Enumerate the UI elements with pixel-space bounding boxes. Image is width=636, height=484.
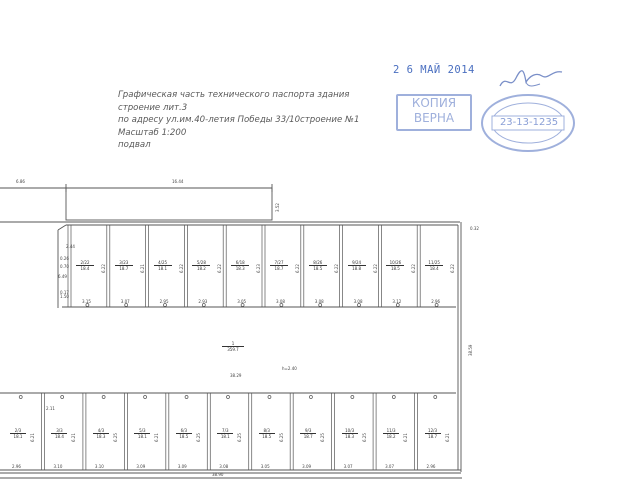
bottom-room-label <box>425 428 441 439</box>
room-area: 18.5 <box>313 266 323 271</box>
room-area: 18.3 <box>235 266 245 271</box>
bottom-room-label <box>342 428 358 439</box>
bottom-room-label <box>176 428 192 439</box>
top-room-depth: 6.22 <box>411 264 417 273</box>
room-number: 8/26 <box>309 260 327 266</box>
room-area: 18.4 <box>80 266 90 271</box>
bottom-room-label <box>10 428 26 439</box>
door-mark <box>351 396 354 399</box>
top-room-width: 3.05 <box>237 299 247 304</box>
room-number: 7/27 <box>270 260 288 266</box>
door-mark <box>434 396 437 399</box>
top-room-label <box>386 260 404 271</box>
dim-right-side: 38.59 <box>468 344 473 356</box>
bottom-room-width: 3.05 <box>260 464 270 469</box>
room-area: 18.1 <box>13 434 23 439</box>
dim-top-left: 6.86 <box>16 179 25 184</box>
top-room-depth: 6.22 <box>101 264 106 273</box>
room-area: 18.5 <box>179 434 189 439</box>
corridor-room-area: 359.7 <box>227 347 239 352</box>
bottom-room-width: 3.09 <box>177 464 187 469</box>
caption-line-scale: Масштаб 1:200 <box>118 127 187 138</box>
bottom-room-width: 3.10 <box>94 464 104 469</box>
room-area: 18.3 <box>345 434 355 439</box>
room-number: 11/25 <box>425 260 443 266</box>
seal-code: 23-13-1235 <box>499 117 559 128</box>
top-room-depth: 6.22 <box>178 264 184 273</box>
top-room-label <box>115 260 133 271</box>
caption-line-floor: подвал <box>118 140 151 150</box>
bottom-room-width: 3.07 <box>343 464 353 469</box>
room-number: 4/3 <box>93 428 109 434</box>
floor-plan <box>0 160 636 480</box>
misc-dimension: 0.17 <box>60 290 69 295</box>
stamp-true-word: ВЕРНА <box>413 111 455 125</box>
room-area: 18.8 <box>352 266 362 271</box>
top-room-width: 3.07 <box>120 299 130 304</box>
corridor-length: 38.29 <box>230 373 242 378</box>
caption-line-building: строение лит.3 <box>118 102 188 113</box>
top-room-depth: 6.22 <box>372 264 378 273</box>
top-room-depth: 6.22 <box>333 264 339 273</box>
corridor-room-number: 1 <box>222 341 244 347</box>
door-mark <box>185 396 188 399</box>
door-mark <box>144 396 147 399</box>
bottom-room-depth: 6.25 <box>320 433 326 442</box>
bottom-room-depth: 6.25 <box>112 433 118 442</box>
top-room-width: 3.12 <box>392 299 402 304</box>
misc-dimension: 1.50 <box>60 294 69 299</box>
bottom-room-width: 3.10 <box>53 464 63 469</box>
bottom-room-width: 2.96 <box>426 464 436 469</box>
room-area: 18.4 <box>55 434 64 439</box>
room-area: 18.2 <box>386 434 396 439</box>
top-room-label <box>192 260 210 271</box>
bottom-room-label <box>217 428 233 439</box>
room-number: 6/3 <box>176 428 192 434</box>
bottom-room-depth: 6.25 <box>361 433 367 442</box>
room-area: 18.4 <box>429 266 439 271</box>
top-room-width: 2.93 <box>198 299 208 304</box>
top-room-depth: 6.22 <box>295 264 300 273</box>
dim-notch: 3.52 <box>275 203 280 212</box>
misc-dimension: 0.70 <box>60 264 69 269</box>
top-room-label <box>154 260 172 271</box>
bottom-room-label <box>300 428 316 439</box>
room-area: 18.2 <box>196 266 206 271</box>
room-number: 6/18 <box>231 260 249 266</box>
top-room-width: 3.08 <box>314 299 324 304</box>
top-room-label <box>231 260 249 271</box>
room-number: 10/26 <box>386 260 404 266</box>
room-number: 9/24 <box>348 260 366 266</box>
room-number: 5/3 <box>134 428 150 434</box>
room-area: 18.1 <box>220 434 230 439</box>
door-mark <box>102 396 105 399</box>
bottom-room-width: 3.09 <box>136 464 146 469</box>
corridor-height: h=2.40 <box>282 366 297 371</box>
room-number: 2/3 <box>10 428 26 434</box>
stamp-copy-word: КОПИЯ <box>411 96 457 110</box>
room-area: 18.1 <box>137 434 147 439</box>
door-mark <box>19 396 22 399</box>
bottom-room-label <box>259 428 275 439</box>
top-room-depth: 6.21 <box>139 264 145 273</box>
bottom-room-depth: 6.25 <box>278 433 284 442</box>
corridor-room <box>222 341 244 352</box>
room-number: 12/3 <box>425 428 441 434</box>
room-area: 18.1 <box>158 266 168 271</box>
caption-line-title: Графическая часть технического паспорта здания <box>118 90 350 100</box>
door-mark <box>268 396 271 399</box>
room-area: 18.7 <box>274 266 284 271</box>
room-number: 8/3 <box>259 428 275 434</box>
top-room-label <box>425 260 443 271</box>
top-room-width: 3.15 <box>82 299 91 304</box>
bottom-room-depth: 6.21 <box>154 433 160 442</box>
misc-dimension: 2.44 <box>66 244 75 249</box>
caption-line-address: по адресу ул.им.40-летия Победы 33/10строение №1 <box>118 115 360 125</box>
room-area: 18.7 <box>119 266 129 271</box>
bottom-room-depth: 6.21 <box>444 433 450 442</box>
bottom-room-width: 3.08 <box>219 464 229 469</box>
copy-certified-stamp <box>396 94 472 131</box>
room-number: 2/22 <box>76 260 94 266</box>
room-number: 11/3 <box>383 428 399 434</box>
room-number: 3/3 <box>51 428 67 434</box>
top-room-width: 3.08 <box>353 299 363 304</box>
bottom-room-depth: 6.25 <box>237 433 243 442</box>
official-seal-icon <box>478 92 578 154</box>
room-area: 18.3 <box>96 434 106 439</box>
top-room-width: 3.08 <box>276 299 285 304</box>
bottom-room-width: 3.07 <box>385 464 394 469</box>
bottom-room-label <box>93 428 109 439</box>
top-room-width: 2.95 <box>159 299 169 304</box>
misc-dimension: 6.49 <box>58 274 67 279</box>
room-number: 3/23 <box>115 260 133 266</box>
signature-icon <box>496 66 566 92</box>
bottom-room-width: 3.09 <box>302 464 312 469</box>
door-mark <box>392 396 395 399</box>
room-area: 18.5 <box>390 266 400 271</box>
top-room-depth: 6.22 <box>217 264 223 273</box>
room-number: 5/28 <box>192 260 210 266</box>
bottom-room-depth: 6.21 <box>403 433 409 442</box>
misc-dimension: 0.26 <box>60 256 69 261</box>
room-number: 7/3 <box>217 428 233 434</box>
bottom-room-depth: 6.25 <box>195 433 201 442</box>
top-room-width: 2.96 <box>431 299 441 304</box>
misc-dimension: 2.11 <box>46 406 55 411</box>
door-mark <box>309 396 312 399</box>
door-mark <box>227 396 230 399</box>
dim-outer: 0.32 <box>470 226 479 231</box>
bottom-room-depth: 6.21 <box>71 433 77 442</box>
bottom-room-label <box>383 428 399 439</box>
room-number: 10/3 <box>342 428 358 434</box>
bottom-room-width: 2.96 <box>12 464 21 469</box>
document-caption <box>118 89 359 152</box>
top-room-label <box>348 260 366 271</box>
dim-bottom-total: 38.90 <box>212 472 224 477</box>
room-area: 18.7 <box>428 434 437 439</box>
top-room-depth: 6.23 <box>256 264 262 273</box>
top-room-label <box>270 260 288 271</box>
room-number: 9/3 <box>300 428 316 434</box>
bottom-room-depth: 6.21 <box>30 433 35 442</box>
top-room-label <box>76 260 94 271</box>
door-mark <box>61 396 64 399</box>
room-area: 18.5 <box>262 434 272 439</box>
bottom-room-label <box>134 428 150 439</box>
room-number: 4/25 <box>154 260 172 266</box>
date-stamp: 2 6 МАЙ 2014 <box>393 64 475 76</box>
dim-top-right: 16.44 <box>172 179 184 184</box>
bottom-room-label <box>51 428 67 439</box>
room-area: 18.7 <box>303 434 313 439</box>
top-room-label <box>309 260 327 271</box>
top-room-depth: 6.22 <box>450 264 456 273</box>
